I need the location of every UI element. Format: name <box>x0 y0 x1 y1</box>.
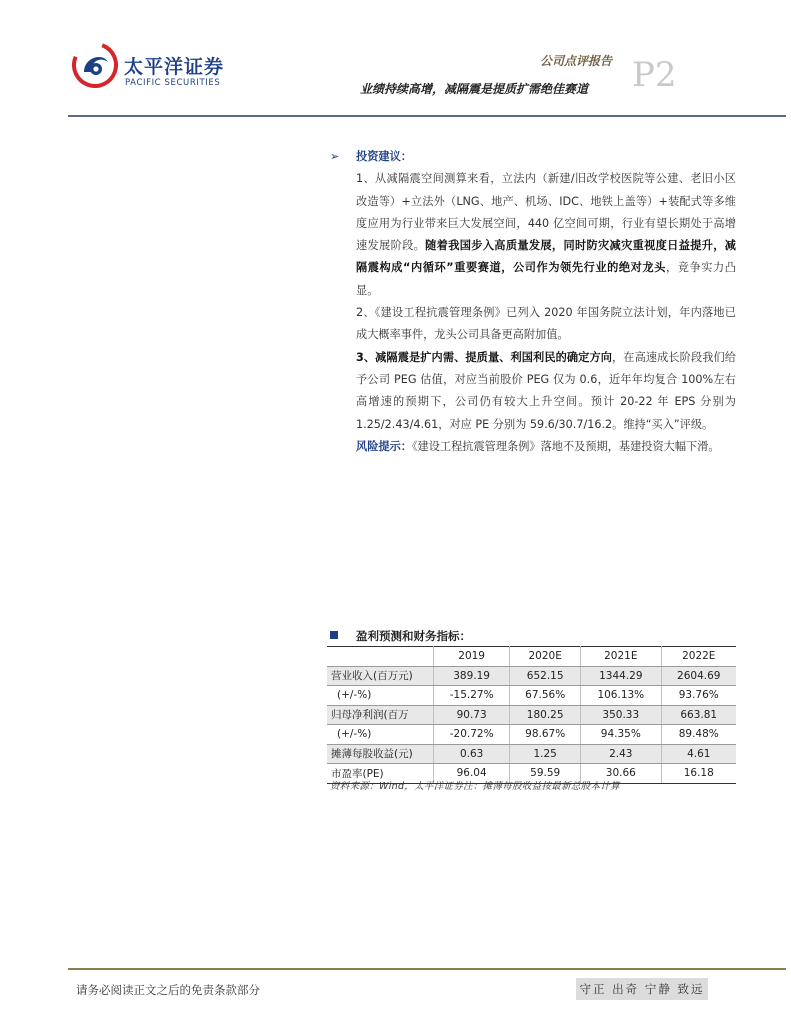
company-logo-icon <box>72 42 118 88</box>
square-bullet-icon <box>330 631 338 639</box>
footer-divider <box>68 968 786 970</box>
p1-text: 1、从减隔震空间测算来看，立法内（新建/旧改学校医院等公建、老旧小区改造等）+立法外（LNG、地产、机场、IDC、地铁上盖等）+装配式等多维度应用为行业带来巨大发展空间，440 亿空间可期，行业有望长期处于高增速发展阶段。 <box>356 172 736 253</box>
table-cell: 96.04 <box>434 764 510 784</box>
report-title: 业绩持续高增，减隔震是提质扩需绝佳赛道 <box>360 82 589 96</box>
p1-bold-text: 随着我国步入高质量发展，同时防灾减灾重视度日益提升，减隔震构成“内循环”重要赛道，公司作为领先行业的绝对龙头 <box>356 239 736 275</box>
arrow-bullet-icon: ➢ <box>330 150 340 163</box>
table-cell: 98.67% <box>510 725 581 745</box>
advice-paragraph-3 <box>330 347 736 436</box>
row-label: 摊薄每股收益(元) <box>327 744 434 764</box>
column-header: 2019 <box>434 647 510 667</box>
row-label: (+/-%) <box>327 686 434 706</box>
table-cell: 67.56% <box>510 686 581 706</box>
p1-tail-text: ，竞争实力凸显。 <box>356 261 736 297</box>
table-cell: -20.72% <box>434 725 510 745</box>
table-cell: 30.66 <box>581 764 661 784</box>
table-cell: 180.25 <box>510 705 581 725</box>
table-cell: 93.76% <box>661 686 736 706</box>
table-cell: 663.81 <box>661 705 736 725</box>
table-source-note: 资料来源：Wind，太平洋证券注：摊薄每股收益按最新总股本计算 <box>330 781 620 792</box>
table-cell: 106.13% <box>581 686 661 706</box>
row-label: 归母净利润(百万 <box>327 705 434 725</box>
table-cell: 652.15 <box>510 666 581 686</box>
p3-tail-text: ，在高速成长阶段我们给予公司 PEG 估值，对应当前股价 PEG 仅为 0.6，近年年均复合 100%左右高增速的预期下，公司仍有较大上升空间。预计 20-22 年 EPS 分别为 1.25/2.43/4.61，对应 PE 分别为 59.6/30.7/16.2。维持“买入”评级。 <box>356 350 736 431</box>
column-header: 2021E <box>581 647 661 667</box>
table-cell: 2604.69 <box>661 666 736 686</box>
table-cell: -15.27% <box>434 686 510 706</box>
brand-name-cn: 太平洋证券 <box>124 56 225 78</box>
table-cell: 350.33 <box>581 705 661 725</box>
brand-name-en: PACIFIC SECURITIES <box>125 78 221 88</box>
p3-bold-text: 3、减隔震是扩内需、提质量、利国利民的确定方向 <box>356 350 613 364</box>
table-title <box>330 628 471 644</box>
table-row <box>327 705 736 725</box>
risk-label: 风险提示： <box>356 439 412 453</box>
row-label: 营业收入(百万元) <box>327 666 434 686</box>
page-number: P2 <box>632 55 677 95</box>
table-header-row <box>327 647 736 667</box>
table-row <box>327 725 736 745</box>
table-cell: 2.43 <box>581 744 661 764</box>
advice-heading <box>330 146 736 168</box>
table-cell: 1344.29 <box>581 666 661 686</box>
table-row <box>327 666 736 686</box>
row-label: 市盈率(PE) <box>327 764 434 784</box>
table-cell: 94.35% <box>581 725 661 745</box>
table-cell: 90.73 <box>434 705 510 725</box>
risk-warning <box>330 436 736 458</box>
advice-paragraph-2: 2、《建设工程抗震管理条例》已列入 2020 年国务院立法计划，年内落地已成大概率事件，龙头公司具备更高附加值。 <box>356 306 736 342</box>
footer-motto: 守正 出奇 宁静 致远 <box>576 978 708 1000</box>
table-cell: 0.63 <box>434 744 510 764</box>
table-cell: 1.25 <box>510 744 581 764</box>
column-header <box>327 647 434 667</box>
table-cell: 16.18 <box>661 764 736 784</box>
advice-paragraph-1 <box>330 168 736 302</box>
advice-heading-text: 投资建议： <box>356 150 412 163</box>
column-header: 2020E <box>510 647 581 667</box>
table-row <box>327 744 736 764</box>
table-cell: 4.61 <box>661 744 736 764</box>
table-row <box>327 686 736 706</box>
table-cell: 89.48% <box>661 725 736 745</box>
footer-disclaimer: 请务必阅读正文之后的免责条款部分 <box>76 983 260 997</box>
investment-advice-section <box>330 146 736 458</box>
header-divider <box>68 115 786 117</box>
table-cell: 389.19 <box>434 666 510 686</box>
table-title-text: 盈利预测和财务指标： <box>356 629 471 643</box>
column-header: 2022E <box>661 647 736 667</box>
financial-forecast-table <box>327 646 736 784</box>
risk-text: 《建设工程抗震管理条例》落地不及预期，基建投资大幅下滑。 <box>411 439 720 453</box>
row-label: (+/-%) <box>327 725 434 745</box>
table-cell: 59.59 <box>510 764 581 784</box>
report-type: 公司点评报告 <box>540 54 613 68</box>
